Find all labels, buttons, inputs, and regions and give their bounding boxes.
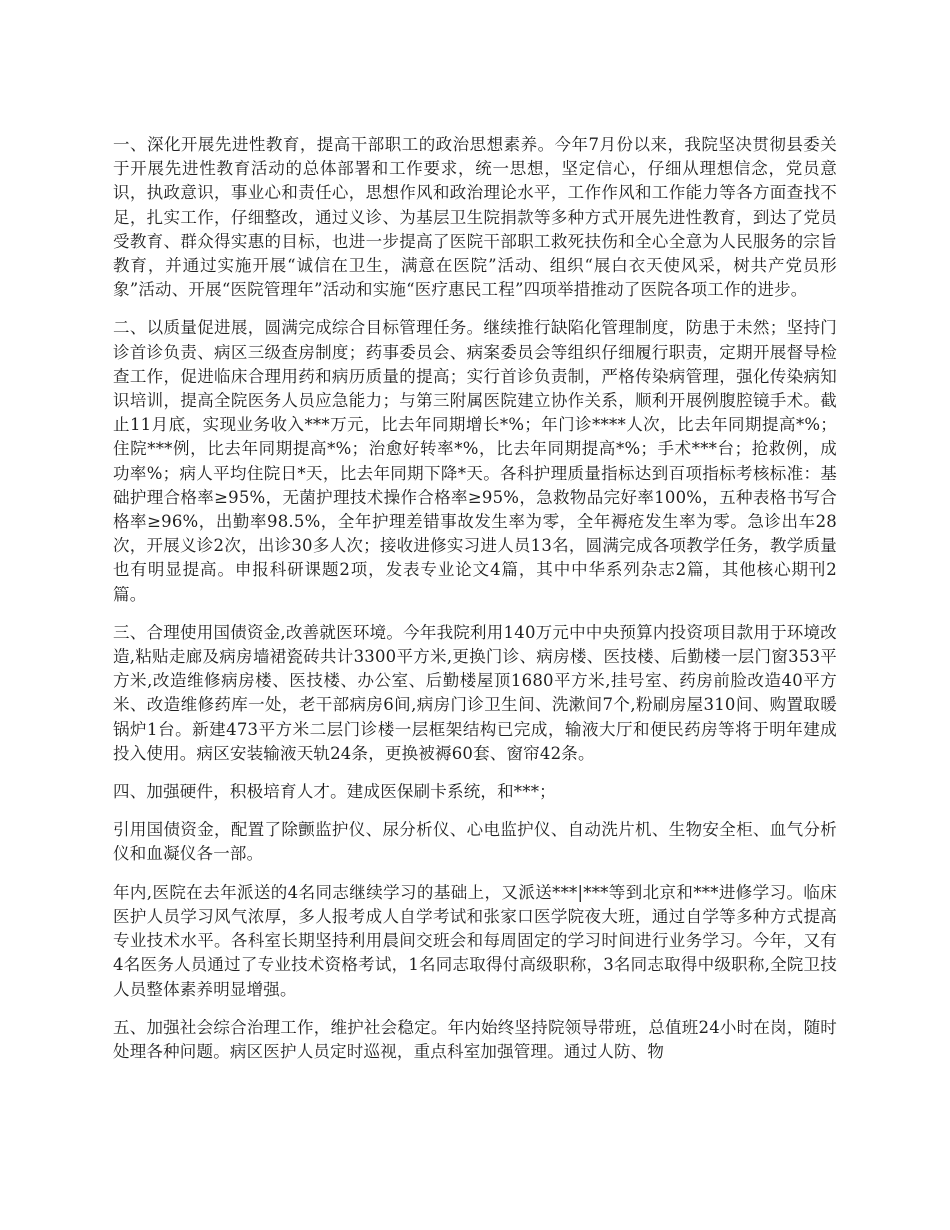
paragraph-3: 三、合理使用国债资金,改善就医环境。今年我院利用140万元中中央预算内投资项目款用于环境改造,粘贴走廊及病房墙裙瓷砖共计3300平方米,更换门诊、病房楼、医技楼、后勤楼一层门窗353平方米,改造维修病房楼、医技楼、办公室、后勤楼屋顶1680平方米,挂号室、药房前脸改造40平方米、改造维修药库一处，老干部病房6间,病房门诊卫生间、洗漱间7个,粉刷房屋310间、购置取暖锅炉1台。新建473平方米二层门诊楼一层框架结构已完成，输液大厅和便民药房等将于明年建成投入使用。病区安装输液天轨24条，更换被褥60套、窗帘42条。	[113, 622, 837, 763]
paragraph-2: 二、以质量促进展，圆满完成综合目标管理任务。继续推行缺陷化管理制度，防患于未然；坚持门诊首诊负责、病区三级查房制度；药事委员会、病案委员会等组织仔细履行职责，定期开展督导检查工作，促进临床合理用药和病历质量的提高；实行首诊负责制，严格传染病管理，强化传染病知识培训，提高全院医务人员应急能力；与第三附属医院建立协作关系，顺利开展例腹腔镜手术。截止11月底，实现业务收入***万元，比去年同期增长*%；年门诊****人次，比去年同期提高*%；住院***例，比去年同期提高*%；治愈好转率*%，比去年同期提高*%；手术***台；抢救例，成功率%；病人平均住院日*天，比去年同期下降*天。各科护理质量指标达到百项指标考核标准：基础护理合格率≥95%，无菌护理技术操作合格率≥95%，急救物品完好率100%，五种表格书写合格率≥96%，出勤率98.5%，全年护理差错事故发生率为零，全年褥疮发生率为零。急诊出车28次，开展义诊2次，出诊30多人次；接收进修实习进人员13名，圆满完成各项教学任务，教学质量也有明显提高。申报科研课题2项，发表专业论文4篇，其中中华系列杂志2篇，其他核心期刊2篇。	[113, 318, 837, 604]
paragraph-1: 一、深化开展先进性教育，提高干部职工的政治思想素养。今年7月份以来，我院坚决贯彻县委关于开展先进性教育活动的总体部署和工作要求，统一思想，坚定信心，仔细从理想信念，党员意识，执政意识，事业心和责任心，思想作风和政治理论水平，工作作风和工作能力等各方面查找不足，扎实工作，仔细整改，通过义诊、为基层卫生院捐款等多种方式开展先进性教育，到达了党员受教育、群众得实惠的目标，也进一步提高了医院干部职工救死扶伤和全心全意为人民服务的宗旨教育，并通过实施开展“诚信在卫生，满意在医院”活动、组织“展白衣天使风采，树共产党员形象”活动、开展“医院管理年”活动和实施“医疗惠民工程”四项举措推动了医院各项工作的进步。	[113, 135, 837, 300]
document-body	[113, 133, 837, 1078]
paragraph-6: 年内,医院在去年派送的4名同志继续学习的基础上，又派送***|***等到北京和***进修学习。临床医护人员学习风气浓厚，多人报考成人自学考试和张家口医学院夜大班，通过自学等多种方式提高专业技术水平。各科室长期坚持利用晨间交班会和每周固定的学习时间进行业务学习。今年，又有4名医务人员通过了专业技术资格考试，1名同志取得付高级职称，3名同志取得中级职称,全院卫技人员整体素养明显增强。	[113, 882, 837, 999]
paragraph-7: 五、加强社会综合治理工作，维护社会稳定。年内始终坚持院领导带班，总值班24小时在岗，随时处理各种问题。病区医护人员定时巡视，重点科室加强管理。通过人防、物	[113, 1017, 837, 1061]
paragraph-4: 四、加强硬件，积极培育人才。建成医保刷卡系统，和***；	[113, 782, 556, 802]
paragraph-5: 引用国债资金，配置了除颤监护仪、尿分析仪、心电监护仪、自动洗片机、生物安全柜、血气分析仪和血凝仪各一部。	[113, 820, 837, 864]
